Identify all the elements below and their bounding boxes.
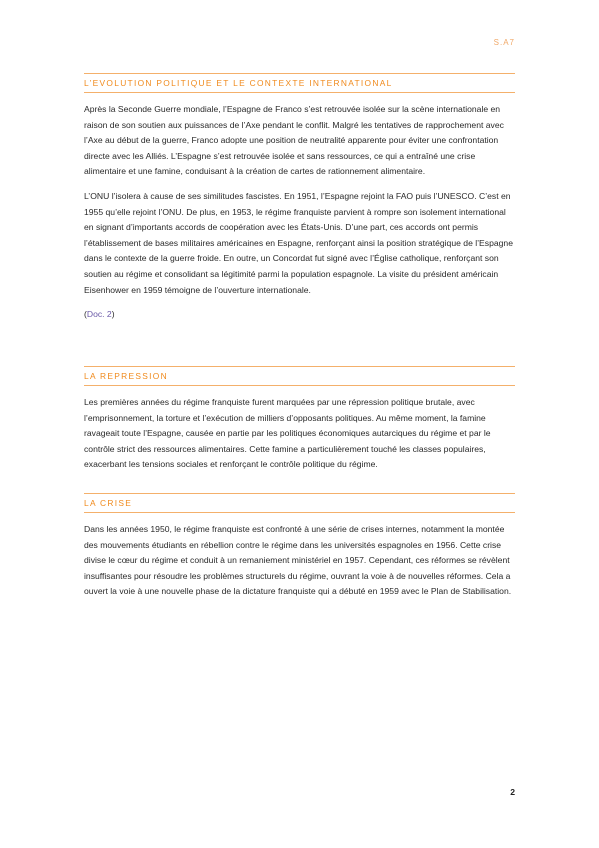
doc-ref-open: (	[84, 309, 87, 320]
section-repression	[84, 366, 515, 482]
paragraph: Les premières années du régime franquiste furent marquées par une répression politique brutale, avec l’emprisonnement, la torture et l’exécution de milliers d’opposants politiques. Au même moment, la famine ravageait toute l’Espagne, causée en partie par les politiques économiques autarciques du régime et par le contrôle strict des ressources alimentaires. Cette famine a particulièrement touché les classes populaires, exacerbant les tensions sociales et renforçant le contrôle politique du régime.	[84, 397, 491, 470]
page-number: 2	[510, 787, 515, 797]
header-tag: S.A7	[493, 38, 515, 47]
paragraph: Dans les années 1950, le régime franquiste est confronté à une série de crises internes, notamment la montée des mouvements étudiants en rébellion contre le régime dans les universités espagnoles en 1956. Cette crise divise le cœur du régime et conduit à un remaniement ministériel en 1957. Cependant, ces réformes se révèlent insuffisantes pour résoudre les problèmes structurels du régime, ouvrant la voie à de nouvelles réformes. Cela a ouvert la voie à une nouvelle phase de la dictature franquiste qui a débuté en 1959 avec le Plan de Stabilisation.	[84, 524, 512, 597]
section-title: L’EVOLUTION POLITIQUE ET LE CONTEXTE INTERNATIONAL	[84, 73, 515, 93]
section-international	[84, 73, 515, 332]
section-crise	[84, 493, 515, 609]
paragraph: Après la Seconde Guerre mondiale, l’Espagne de Franco s’est retrouvée isolée sur la scène internationale en raison de son soutien aux puissances de l’Axe pendant le conflit. Malgré les tentatives de rapprochement avec l’Axe au début de la guerre, Franco adopte une position de neutralité apparente pour éviter une confrontation directe avec les Alliés. L’Espagne s’est retrouvée isolée et sans ressources, ce qui a entraîné une crise alimentaire et une famine, conduisant à la création de cartes de rationnement alimentaire.	[84, 104, 504, 177]
section-title: LA CRISE	[84, 493, 515, 513]
section-title: LA REPRESSION	[84, 366, 515, 386]
doc-reference	[84, 307, 515, 323]
paragraph: L’ONU l’isolera à cause de ses similitudes fascistes. En 1951, l’Espagne rejoint la FAO puis l’UNESCO. C’est en 1955 qu’elle rejoint l’ONU. De plus, en 1953, le régime franquiste parvient à rompre son isolement international en signant d’importants accords de coopération avec les États-Unis. D’une part, ces accords ont permis l’établissement de bases militaires américaines en Espagne, renforçant ainsi la position stratégique de l’Espagne dans le contexte de la guerre froide. En outre, un Concordat fut signé avec l’Église catholique, renforçant son soutien au régime et consolidant sa légitimité parmi la population espagnole. La visite du président américain Eisenhower en 1959 témoigne de l’ouverture internationale.	[84, 190, 513, 295]
doc-ref-close: )	[111, 309, 115, 320]
doc-ref-link[interactable]: Doc. 2	[86, 309, 112, 320]
